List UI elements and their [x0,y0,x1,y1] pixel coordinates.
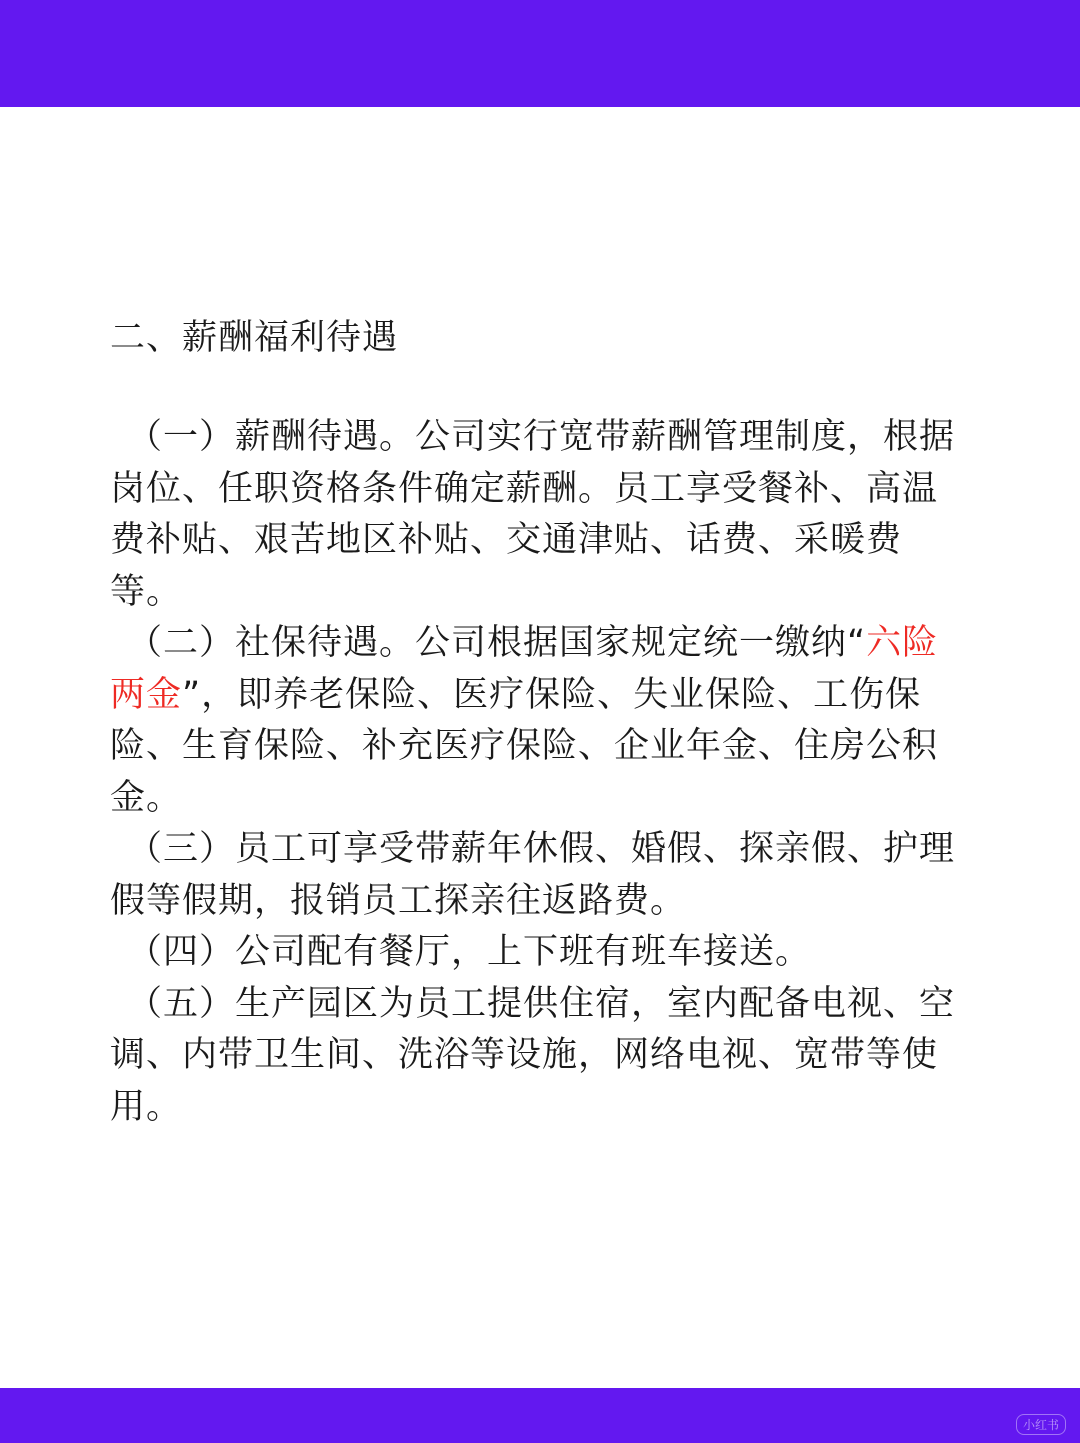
section-heading: 二、薪酬福利待遇 [110,318,399,358]
watermark-logo: 小红书 [1016,1414,1066,1435]
paragraph-canteen: （四）公司配有餐厅，上下班有班车接送。 [127,932,812,972]
top-banner [0,0,1080,107]
paragraph-accommodation: （五）生产园区为员工提供住宿，室内配备电视、空调、内带卫生间、洗浴等设施，网络电视、宽带等使用。 [110,983,956,1127]
paragraph-social-insurance-intro: （二）社保待遇。公司根据国家规定统一缴纳“ [127,623,867,663]
paragraph-social-insurance-detail: ”，即养老保险、医疗保险、失业保险、工伤保险、生育保险、补充医疗保险、企业年金、住房公积金。 [110,674,939,818]
paragraph-salary: （一）薪酬待遇。公司实行宽带薪酬管理制度，根据岗位、任职资格条件确定薪酬。员工享受餐补、高温费补贴、艰苦地区补贴、交通津贴、话费、采暖费等。 [110,417,956,612]
bottom-banner [0,1388,1080,1443]
paragraph-social-insurance [110,618,970,824]
document-body [110,310,970,1133]
paragraph-leave: （三）员工可享受带薪年休假、婚假、探亲假、护理假等假期，报销员工探亲往返路费。 [110,829,956,921]
highlight-six-insurances: 六险两金 [110,623,939,715]
